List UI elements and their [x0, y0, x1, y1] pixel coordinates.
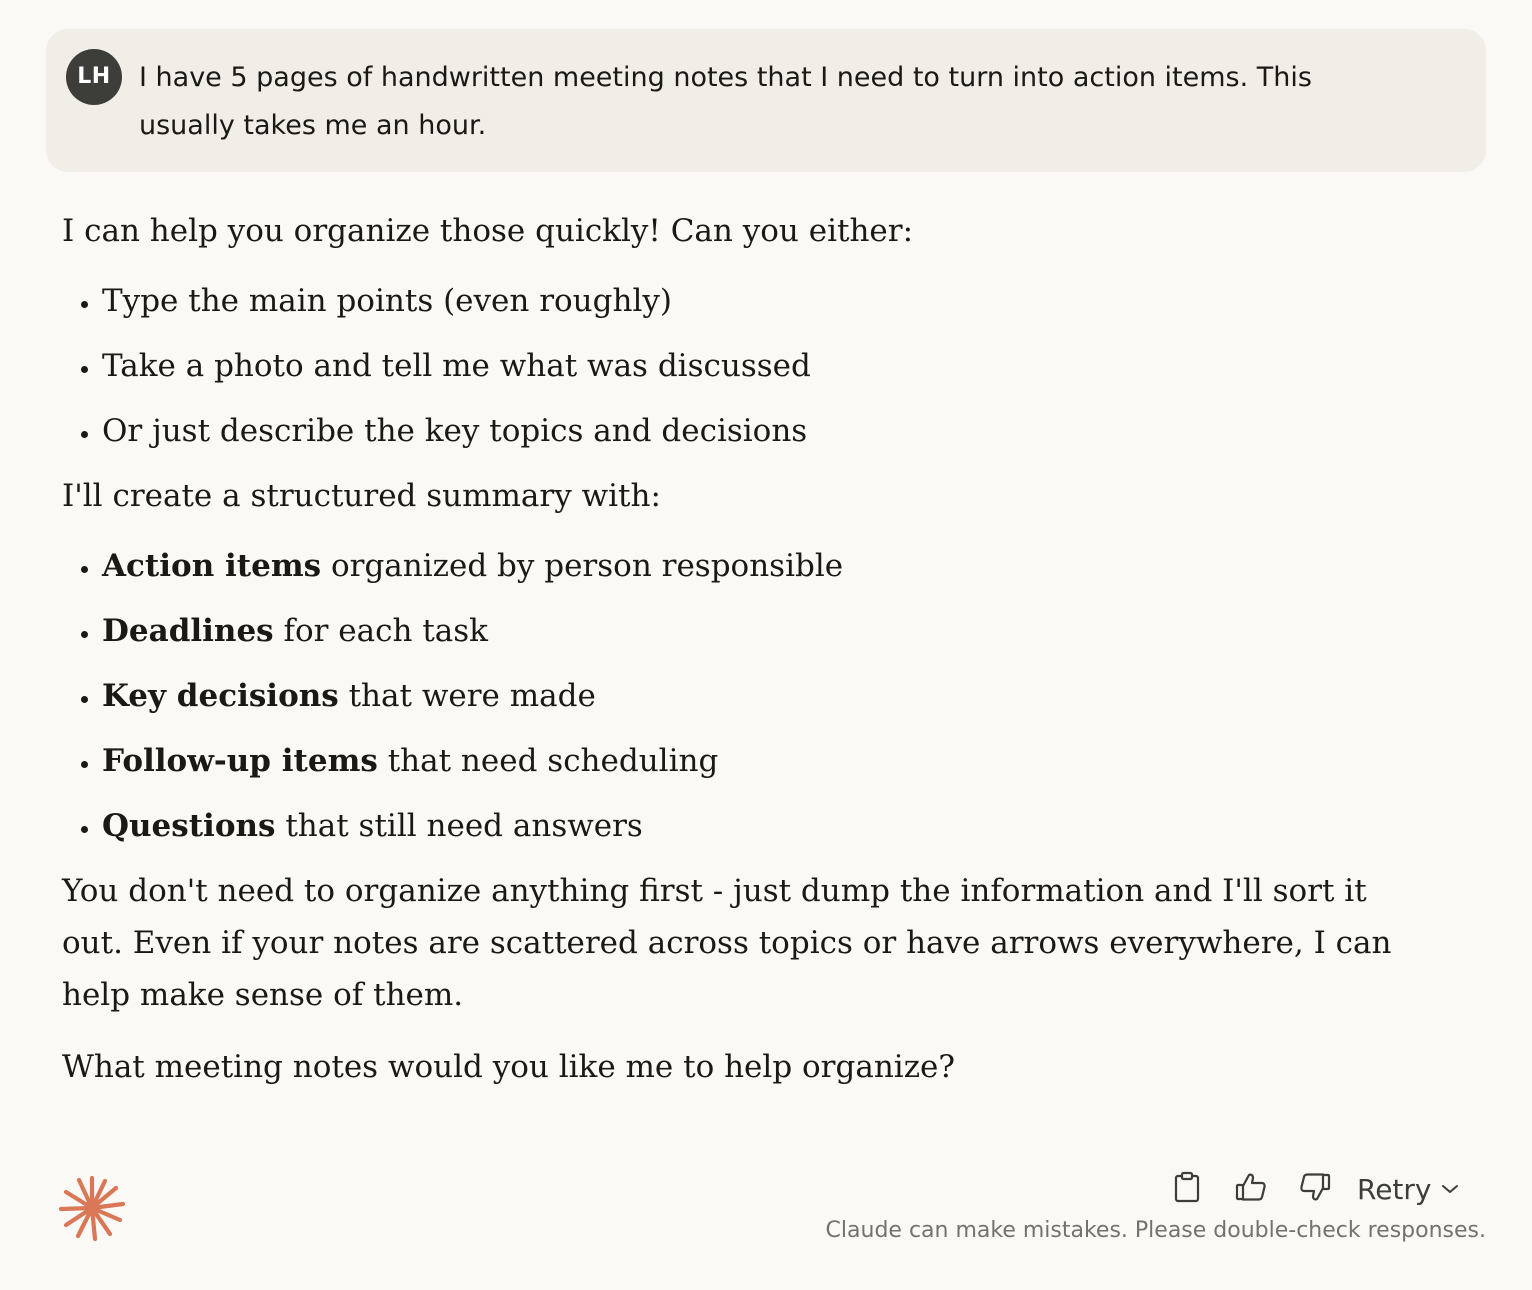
list-item — [102, 735, 1432, 787]
summary-list — [62, 540, 1432, 852]
item-text: organized by person responsible — [321, 548, 844, 584]
list-item: • Type the main points (even roughly) — [102, 275, 1432, 327]
item-text: that need scheduling — [377, 743, 719, 779]
response-intro: I can help you organize those quickly! Can you either: — [62, 213, 914, 249]
copy-button[interactable] — [1165, 1167, 1209, 1211]
list-item — [102, 800, 1432, 852]
list-item: • Or just describe the key topics and decisions — [102, 405, 1432, 457]
list-item — [102, 605, 1432, 657]
item-bold: Deadlines — [102, 613, 274, 649]
claude-starburst-icon — [58, 1174, 126, 1242]
list-item — [102, 540, 1432, 592]
thumbs-up-button[interactable] — [1229, 1167, 1273, 1211]
options-list — [62, 275, 1432, 457]
reassurance-paragraph: You don't need to organize anything first - just dump the information and I'll sort it out. Even if your notes are scattered across topics or have arrows everywhere, I can help make sense of them. — [62, 873, 1392, 1013]
clipboard-icon — [1173, 1171, 1201, 1208]
thumbs-up-icon — [1235, 1172, 1267, 1207]
retry-label: Retry — [1357, 1172, 1432, 1206]
user-avatar: LH — [66, 49, 122, 105]
item-text: that still need answers — [275, 808, 643, 844]
retry-button[interactable] — [1357, 1173, 1459, 1206]
message-actions — [1165, 1165, 1459, 1213]
list-item: • Take a photo and tell me what was discussed — [102, 340, 1432, 392]
user-message — [46, 29, 1486, 172]
item-bold: Key decisions — [102, 678, 339, 714]
item-text: that were made — [338, 678, 596, 714]
list-item — [102, 670, 1432, 722]
assistant-response — [62, 205, 1432, 1093]
closing-question: What meeting notes would you like me to help organize? — [62, 1049, 956, 1085]
item-bold: Follow-up items — [102, 743, 378, 779]
disclaimer-text: Claude can make mistakes. Please double-check responses. — [825, 1218, 1486, 1243]
summary-intro: I'll create a structured summary with: — [62, 478, 661, 514]
item-bold: Questions — [102, 808, 276, 844]
thumbs-down-icon — [1299, 1172, 1331, 1207]
chevron-down-icon — [1441, 1183, 1459, 1195]
user-message-text: I have 5 pages of handwritten meeting notes that I need to turn into action items. This usually takes me an hour. — [139, 62, 1312, 141]
thumbs-down-button[interactable] — [1293, 1167, 1337, 1211]
item-bold: Action items — [102, 548, 322, 584]
item-text: for each task — [273, 613, 488, 649]
